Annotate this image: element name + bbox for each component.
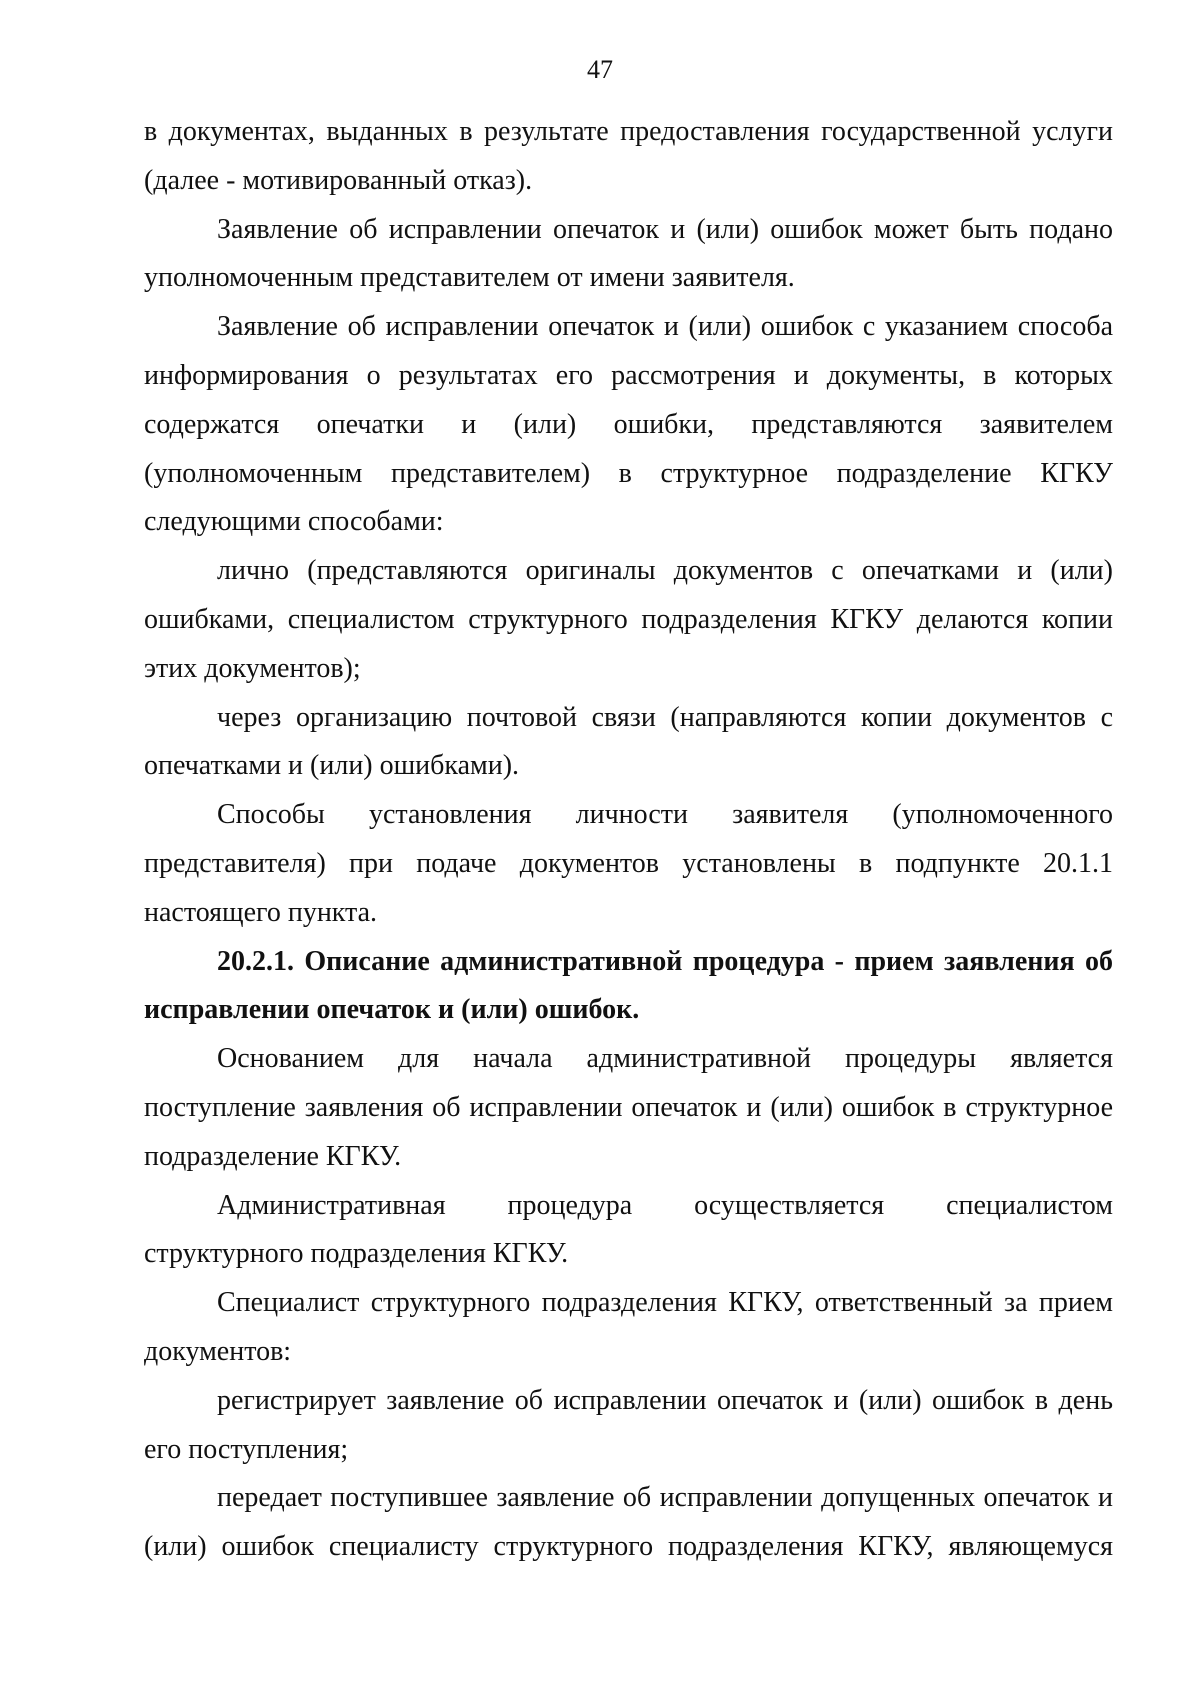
paragraph: Административная процедура осуществляется специалистом структурного подразделения КГКУ. [144,1189,1113,1270]
paragraph-list-item: регистрирует заявление об исправлении опечаток и (или) ошибок в день его поступления; [144,1384,1113,1465]
paragraph: Способы установления личности заявителя (уполномоченного представителя) при подаче документов установлены в подпункте 20.1.1 настоящего пункта. [144,799,1113,928]
paragraph: Заявление об исправлении опечаток и (или) ошибок с указанием способа информирования о результатах его рассмотрения и документы, в которых содержатся опечатки и (или) ошибки, представляются заявителем (уполномоченным представителем) в структурное подразделение КГКУ следующими способами: [144,311,1113,538]
section-heading: 20.2.1. Описание административной процедура - прием заявления об исправлении опечаток и (или) ошибок. [144,945,1113,1026]
paragraph-continuation: в документах, выданных в результате предоставления государственной услуги (далее - мотивированный отказ). [144,116,1113,196]
paragraph: Заявление об исправлении опечаток и (или) ошибок может быть подано уполномоченным представителем от имени заявителя. [144,213,1113,294]
paragraph-list-item: передает поступившее заявление об исправлении допущенных опечаток и (или) ошибок специалисту структурного подразделения КГКУ, являющемуся [144,1482,1113,1563]
document-body [144,108,1113,1572]
paragraph-list-item: лично (представляются оригиналы документов с опечатками и (или) ошибками, специалистом структурного подразделения КГКУ делаются копии этих документов); [144,555,1113,684]
paragraph: Основанием для начала административной процедуры является поступление заявления об исправлении опечаток и (или) ошибок в структурное подразделение КГКУ. [144,1043,1113,1172]
paragraph-list-item: через организацию почтовой связи (направляются копии документов с опечатками и (или) ошибками). [144,701,1113,782]
paragraph: Специалист структурного подразделения КГКУ, ответственный за прием документов: [144,1287,1113,1367]
page-number: 47 [587,55,613,84]
